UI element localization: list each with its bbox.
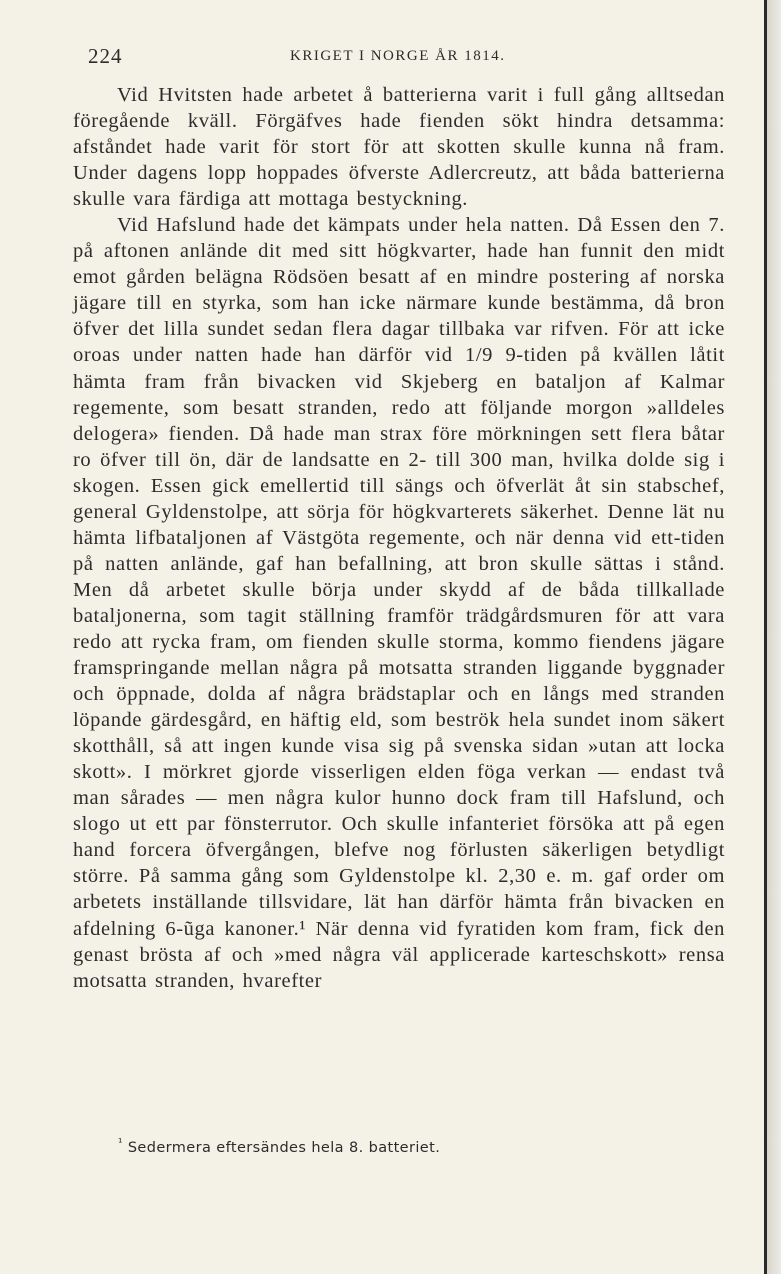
page-edge-shadow bbox=[767, 0, 781, 1274]
paragraph-1: Vid Hvitsten hade arbetet å batterierna varit i full gång alltsedan föregående kväll. Förgäfves hade fienden sökt hindra detsamma: afståndet hade varit för stort för att skotten skulle kunna nå fram. Under dagens lopp hoppades öfverste Adlercreutz, att båda batterierna skulle vara färdiga att mottaga bestyckning. bbox=[73, 84, 725, 211]
running-head: KRIGET I NORGE ÅR 1814. bbox=[290, 48, 506, 64]
page-header bbox=[88, 44, 728, 68]
paragraph-2: Vid Hafslund hade det kämpats under hela natten. Då Essen den 7. på aftonen anlände dit med sitt högkvarter, hade han funnit den midt emot gården belägna Rödsöen besatt af en mindre postering af norska jägare till en styrka, som han icke närmare kunde bestämma, då bron öfver det lilla sundet sedan flera dagar tillbaka var rifven. För att icke oroas under natten hade han därför vid 1/9 9-tiden på kvällen låtit hämta fram från bivacken vid Skjeberg en bataljon af Kalmar regemente, som besatt stranden, redo att följande morgon »alldeles delogera» fienden. Då hade man strax före mörkningen sett flera båtar ro öfver till ön, där de landsatte en 2- till 300 man, hvilka dolde sig i skogen. Essen gick emellertid till sängs och öfverlät åt sin stabschef, general Gyldenstolpe, att sörja för högkvarterets säkerhet. Denne lät nu hämta lifbataljonen af Västgöta regemente, och när denna vid ett-tiden på natten anlände, gaf han befallning, att bron skulle sättas i stånd. Men då arbetet skulle börja under skydd af de båda tillkallade bataljonerna, som tagit ställning framför trädgårdsmuren för att vara redo att rycka fram, om fienden skulle storma, kommo fiendens jägare framspringande mellan några på motsatta stranden liggande byggnader och öppnade, dolda af några brädstaplar och en långs med stranden löpande gärdesgård, en häftig eld, som beströk hela sundet inom säkert skotthåll, så att ingen kunde visa sig på svenska sidan »utan att locka skott». I mörkret gjorde visserligen elden föga verkan — endast två man sårades — men några kulor hunno dock fram till Hafslund, och slogo ut ett par fönsterrutor. Och skulle infanteriet försöka att på egen hand forcera öfvergången, blefve nog förlusten säkerligen betydligt större. På samma gång som Gyldenstolpe kl. 2,30 e. m. gaf order om arbetets inställande tillsvidare, lät han därför hämta från bivacken en afdelning 6-ũga kanoner.¹ När denna vid fyratiden kom fram, fick den genast brösta af och »med några väl applicerade karteschskott» rensa motsatta stranden, hvarefter bbox=[73, 214, 725, 992]
footnote-marker: ¹ bbox=[118, 1136, 123, 1150]
footnote-text: Sedermera eftersändes hela 8. batteriet. bbox=[127, 1140, 441, 1156]
footnote bbox=[118, 1136, 441, 1156]
body-text bbox=[73, 82, 725, 994]
page-number: 224 bbox=[88, 44, 123, 68]
